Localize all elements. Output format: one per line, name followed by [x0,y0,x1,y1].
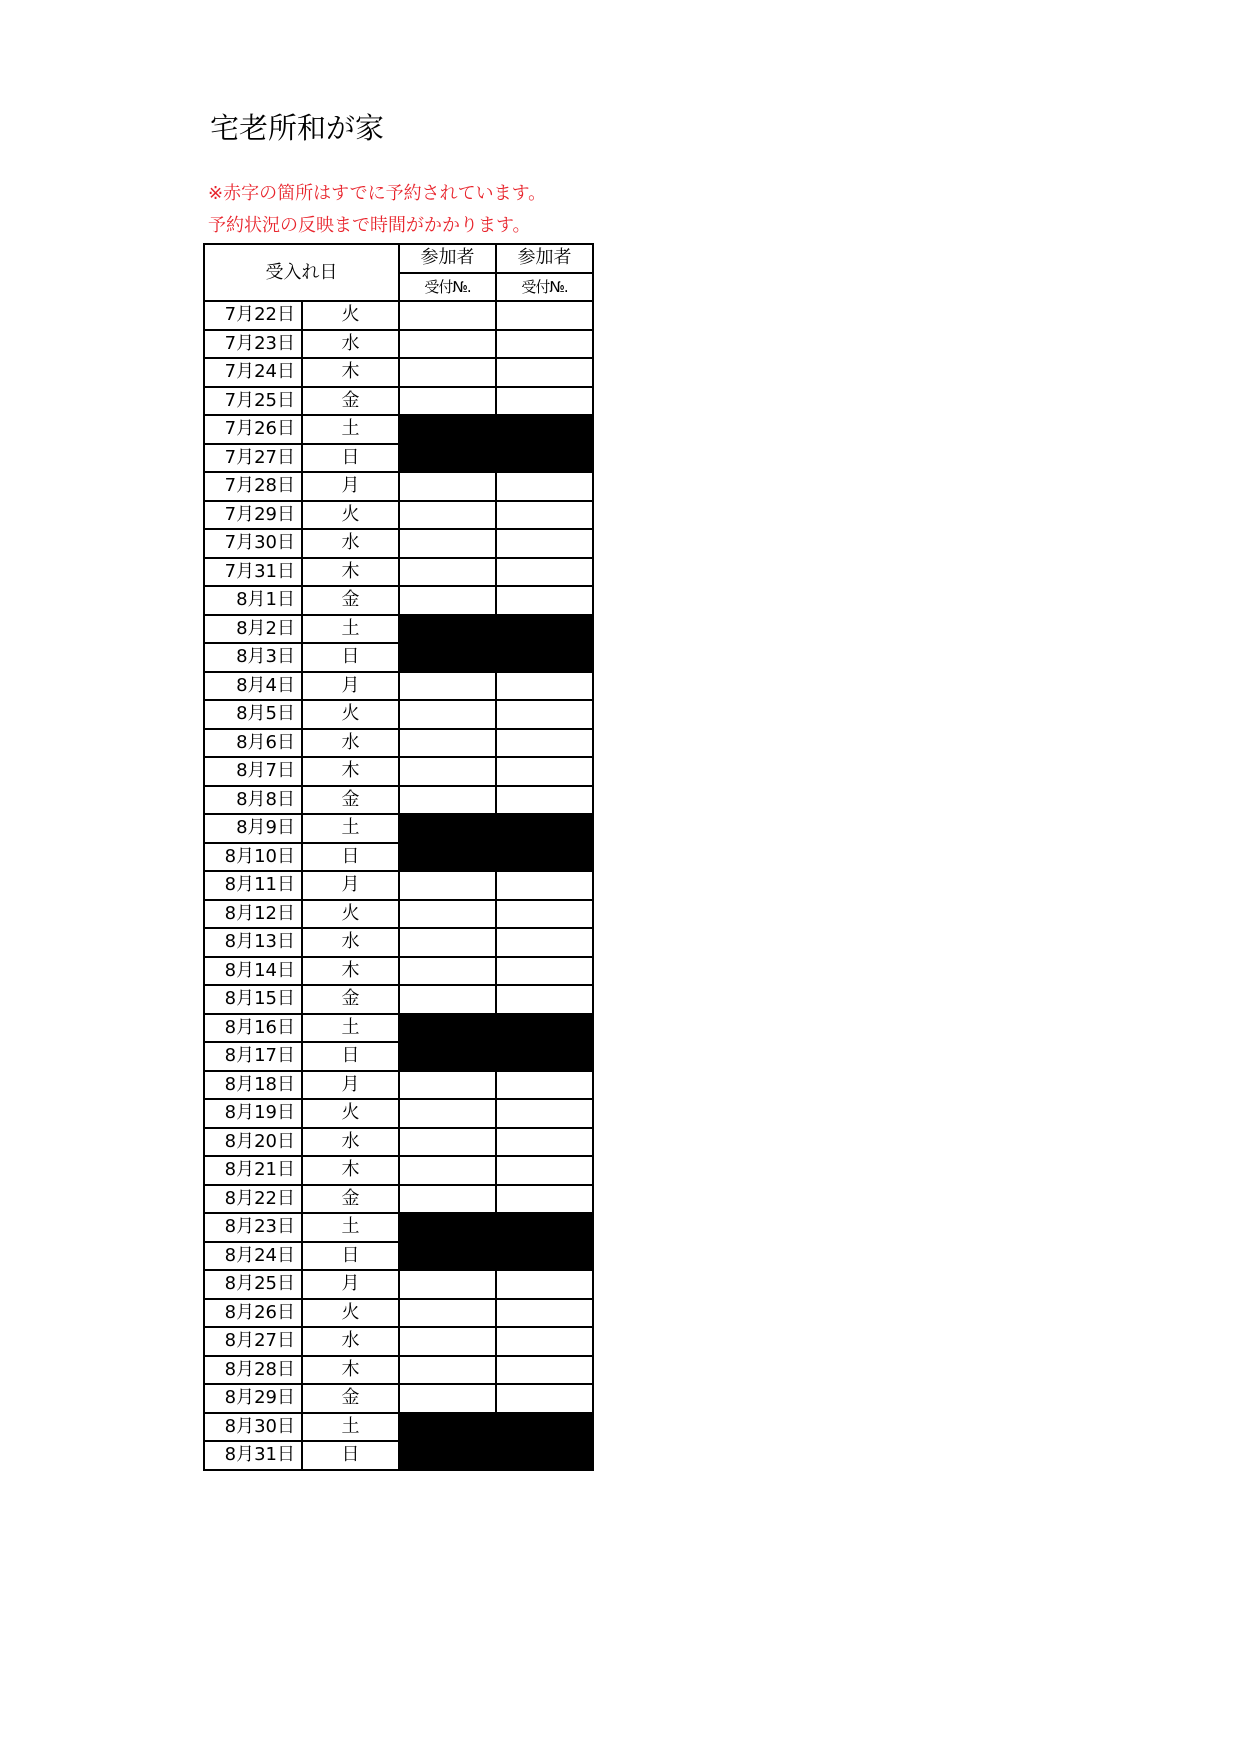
slot-unavailable-2 [496,1014,593,1043]
row-weekday: 土 [302,814,399,843]
slot-reception-no-1[interactable] [399,757,496,786]
slot-unavailable-1 [399,1042,496,1071]
row-date: 8月5日 [204,700,302,729]
row-date: 8月29日 [204,1384,302,1413]
table-row [204,301,593,330]
row-weekday: 月 [302,672,399,701]
row-weekday: 木 [302,957,399,986]
row-weekday: 日 [302,1242,399,1271]
row-date: 8月3日 [204,643,302,672]
slot-reception-no-1[interactable] [399,900,496,929]
row-date: 8月30日 [204,1413,302,1442]
header-participant-1: 参加者 [399,244,496,273]
row-date: 8月24日 [204,1242,302,1271]
table-row [204,757,593,786]
slot-unavailable-2 [496,843,593,872]
slot-unavailable-1 [399,643,496,672]
row-weekday: 日 [302,843,399,872]
table-row [204,985,593,1014]
table-row [204,330,593,359]
slot-unavailable-2 [496,1213,593,1242]
slot-reception-no-1[interactable] [399,985,496,1014]
row-date: 8月21日 [204,1156,302,1185]
slot-reception-no-2[interactable] [496,330,593,359]
slot-reception-no-1[interactable] [399,786,496,815]
slot-reception-no-1[interactable] [399,1071,496,1100]
table-row [204,843,593,872]
row-date: 8月1日 [204,586,302,615]
slot-reception-no-2[interactable] [496,387,593,416]
table-row [204,1185,593,1214]
row-date: 8月26日 [204,1299,302,1328]
slot-reception-no-1[interactable] [399,1185,496,1214]
slot-reception-no-2[interactable] [496,529,593,558]
table-row [204,1327,593,1356]
slot-unavailable-1 [399,615,496,644]
row-weekday: 金 [302,1384,399,1413]
row-weekday: 月 [302,871,399,900]
row-weekday: 水 [302,330,399,359]
row-date: 8月23日 [204,1213,302,1242]
row-date: 8月9日 [204,814,302,843]
row-weekday: 木 [302,757,399,786]
slot-reception-no-1[interactable] [399,1356,496,1385]
row-weekday: 木 [302,1356,399,1385]
header-participant-2: 参加者 [496,244,593,273]
slot-unavailable-1 [399,1441,496,1470]
slot-reception-no-1[interactable] [399,1299,496,1328]
row-date: 8月11日 [204,871,302,900]
table-row [204,957,593,986]
row-weekday: 日 [302,1042,399,1071]
row-weekday: 金 [302,387,399,416]
slot-reception-no-2[interactable] [496,786,593,815]
row-date: 8月25日 [204,1270,302,1299]
slot-reception-no-1[interactable] [399,558,496,587]
row-date: 8月20日 [204,1128,302,1157]
notice-delay: 予約状況の反映まで時間がかかります。 [208,215,531,236]
slot-unavailable-2 [496,814,593,843]
table-row [204,615,593,644]
table-row [204,814,593,843]
row-weekday: 金 [302,985,399,1014]
row-weekday: 月 [302,1071,399,1100]
row-date: 8月6日 [204,729,302,758]
slot-reception-no-2[interactable] [496,558,593,587]
slot-reception-no-2[interactable] [496,928,593,957]
slot-unavailable-1 [399,444,496,473]
slot-unavailable-1 [399,1213,496,1242]
slot-reception-no-1[interactable] [399,358,496,387]
slot-reception-no-2[interactable] [496,1128,593,1157]
table-row [204,1441,593,1470]
table-row [204,586,593,615]
row-date: 8月19日 [204,1099,302,1128]
row-weekday: 水 [302,529,399,558]
row-date: 7月22日 [204,301,302,330]
slot-reception-no-1[interactable] [399,672,496,701]
row-date: 7月31日 [204,558,302,587]
table-row [204,1413,593,1442]
row-date: 7月27日 [204,444,302,473]
slot-reception-no-2[interactable] [496,1356,593,1385]
slot-unavailable-2 [496,1441,593,1470]
row-date: 7月26日 [204,415,302,444]
slot-reception-no-1[interactable] [399,1128,496,1157]
table-row [204,729,593,758]
slot-reception-no-2[interactable] [496,672,593,701]
slot-unavailable-2 [496,1413,593,1442]
slot-reception-no-2[interactable] [496,1327,593,1356]
table-row [204,1071,593,1100]
row-weekday: 火 [302,1099,399,1128]
row-date: 8月31日 [204,1441,302,1470]
table-row [204,871,593,900]
row-weekday: 火 [302,1299,399,1328]
row-weekday: 日 [302,1441,399,1470]
slot-reception-no-1[interactable] [399,529,496,558]
slot-unavailable-2 [496,415,593,444]
slot-unavailable-1 [399,1413,496,1442]
slot-reception-no-1[interactable] [399,586,496,615]
slot-unavailable-2 [496,643,593,672]
table-row [204,387,593,416]
table-row [204,1128,593,1157]
slot-reception-no-1[interactable] [399,700,496,729]
table-row [204,928,593,957]
reception-schedule-table [203,243,594,1471]
row-date: 8月8日 [204,786,302,815]
row-date: 8月14日 [204,957,302,986]
row-weekday: 木 [302,558,399,587]
row-date: 8月12日 [204,900,302,929]
slot-unavailable-1 [399,1242,496,1271]
slot-reception-no-2[interactable] [496,1299,593,1328]
schedule-body [204,301,593,1470]
row-date: 8月4日 [204,672,302,701]
row-date: 7月28日 [204,472,302,501]
header-reception-no-1: 受付№. [399,273,496,302]
row-date: 8月18日 [204,1071,302,1100]
table-row [204,358,593,387]
row-date: 7月23日 [204,330,302,359]
table-row [204,643,593,672]
row-date: 7月25日 [204,387,302,416]
slot-reception-no-1[interactable] [399,330,496,359]
slot-reception-no-2[interactable] [496,501,593,530]
slot-reception-no-2[interactable] [496,1270,593,1299]
row-date: 7月24日 [204,358,302,387]
table-row [204,444,593,473]
table-row [204,1099,593,1128]
row-date: 8月7日 [204,757,302,786]
row-weekday: 水 [302,928,399,957]
row-weekday: 金 [302,586,399,615]
table-row [204,1156,593,1185]
row-weekday: 土 [302,415,399,444]
slot-reception-no-1[interactable] [399,501,496,530]
slot-reception-no-1[interactable] [399,957,496,986]
row-weekday: 木 [302,358,399,387]
slot-reception-no-1[interactable] [399,871,496,900]
slot-reception-no-2[interactable] [496,900,593,929]
row-weekday: 土 [302,615,399,644]
row-weekday: 日 [302,643,399,672]
row-weekday: 水 [302,1128,399,1157]
row-weekday: 火 [302,301,399,330]
slot-reception-no-2[interactable] [496,301,593,330]
slot-unavailable-2 [496,1242,593,1271]
slot-reception-no-2[interactable] [496,1071,593,1100]
slot-reception-no-2[interactable] [496,871,593,900]
row-weekday: 月 [302,1270,399,1299]
slot-reception-no-1[interactable] [399,928,496,957]
row-date: 8月13日 [204,928,302,957]
page-title: 宅老所和が家 [210,111,385,145]
table-row [204,1356,593,1385]
table-row [204,786,593,815]
slot-reception-no-2[interactable] [496,1156,593,1185]
slot-reception-no-2[interactable] [496,1099,593,1128]
slot-unavailable-1 [399,814,496,843]
slot-reception-no-1[interactable] [399,1156,496,1185]
slot-reception-no-2[interactable] [496,472,593,501]
table-row [204,1299,593,1328]
slot-reception-no-1[interactable] [399,1327,496,1356]
row-date: 8月17日 [204,1042,302,1071]
slot-reception-no-2[interactable] [496,586,593,615]
row-weekday: 火 [302,501,399,530]
table-row [204,501,593,530]
slot-reception-no-2[interactable] [496,985,593,1014]
slot-unavailable-1 [399,1014,496,1043]
row-weekday: 水 [302,1327,399,1356]
table-row [204,900,593,929]
slot-reception-no-1[interactable] [399,301,496,330]
table-row [204,672,593,701]
slot-reception-no-1[interactable] [399,387,496,416]
table-row [204,558,593,587]
table-row [204,472,593,501]
table-row [204,1213,593,1242]
row-date: 8月2日 [204,615,302,644]
table-row [204,1042,593,1071]
row-date: 8月27日 [204,1327,302,1356]
row-date: 7月29日 [204,501,302,530]
row-weekday: 土 [302,1014,399,1043]
row-weekday: 金 [302,1185,399,1214]
row-weekday: 金 [302,786,399,815]
slot-unavailable-2 [496,615,593,644]
table-row [204,1270,593,1299]
table-row [204,529,593,558]
header-reception-no-2: 受付№. [496,273,593,302]
row-weekday: 火 [302,700,399,729]
slot-reception-no-2[interactable] [496,358,593,387]
row-weekday: 日 [302,444,399,473]
table-row [204,1384,593,1413]
slot-reception-no-2[interactable] [496,729,593,758]
slot-unavailable-2 [496,1042,593,1071]
row-weekday: 月 [302,472,399,501]
slot-reception-no-2[interactable] [496,700,593,729]
row-date: 7月30日 [204,529,302,558]
slot-reception-no-1[interactable] [399,1270,496,1299]
slot-unavailable-1 [399,415,496,444]
table-row [204,700,593,729]
slot-reception-no-2[interactable] [496,757,593,786]
row-date: 8月28日 [204,1356,302,1385]
slot-reception-no-2[interactable] [496,1384,593,1413]
row-date: 8月22日 [204,1185,302,1214]
header-reception-date: 受入れ日 [204,244,399,301]
slot-reception-no-1[interactable] [399,1099,496,1128]
slot-unavailable-2 [496,444,593,473]
row-date: 8月15日 [204,985,302,1014]
slot-reception-no-2[interactable] [496,957,593,986]
table-row [204,1014,593,1043]
row-weekday: 水 [302,729,399,758]
slot-unavailable-1 [399,843,496,872]
row-date: 8月16日 [204,1014,302,1043]
notice-reserved: ※赤字の箇所はすでに予約されています。 [208,183,547,204]
slot-reception-no-1[interactable] [399,472,496,501]
table-row [204,415,593,444]
row-date: 8月10日 [204,843,302,872]
table-row [204,1242,593,1271]
row-weekday: 土 [302,1413,399,1442]
row-weekday: 土 [302,1213,399,1242]
slot-reception-no-2[interactable] [496,1185,593,1214]
slot-reception-no-1[interactable] [399,1384,496,1413]
row-weekday: 火 [302,900,399,929]
slot-reception-no-1[interactable] [399,729,496,758]
row-weekday: 木 [302,1156,399,1185]
